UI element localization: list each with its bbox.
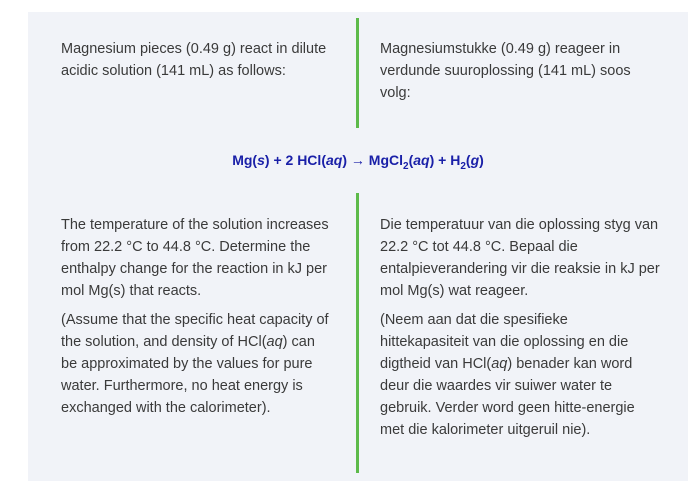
question-english-p1: The temperature of the solution increases from 22.2 °C to 44.8 °C. Determine the enthalpy change for the reaction in kJ per mol Mg(s) that reacts. [61,217,329,299]
chemical-equation: Mg(s) + 2 HCl(aq) → MgCl$_2$(aq) + $H_2(g)$ [232,152,484,172]
question-afrikaans-p1: Die temperatuur van die oplossing styg van 22.2 °C tot 44.8 °C. Bepaal die entalpieverandering vir die reaksie in kJ per mol Mg(s) wat reageer. [380,217,660,299]
column-divider-top [356,18,359,128]
equation-h2: + H [434,152,461,168]
equation-mg-state: s [257,152,265,168]
question-english [61,214,333,419]
column-divider-bottom [356,193,359,473]
question-afrikaans [380,214,660,441]
equation-mgcl2-subscript: 2 [403,160,409,172]
question-english-p2: (Assume that the specific heat capacity of the solution, and density of HCl(aq) can be approximated by the values for pure water. Furthermore, no heat energy is exchanged with the calorimeter). [61,312,329,416]
intro-english-text: Magnesium pieces (0.49 g) react in dilute acidic solution (141 mL) as follows: [61,41,327,79]
equation-mgcl2-state: aq [413,152,430,168]
equation-mg: Mg [232,152,253,168]
equation-arrow-mgcl: → MgCl [347,152,403,168]
equation-h2-subscript: 2 [460,160,466,172]
equation-hcl-state: aq [325,152,343,168]
intro-afrikaans [380,38,655,104]
intro-afrikaans-text: Magnesiumstukke (0.49 g) reageer in verdunde suuroplossing (141 mL) soos volg: [380,41,631,101]
equation-hcl: + 2 HCl [269,152,322,168]
question-afrikaans-p2: (Neem aan dat die spesifieke hittekapasiteit van die oplossing en die digtheid van HCl(aq) benader kan word deur die waardes vir suiwer water te gebruik. Verder word geen hitte-energie met die kalorimeter uitgeruil nie). [380,312,635,438]
intro-english [61,38,346,82]
equation-h2-state: g [470,152,480,168]
